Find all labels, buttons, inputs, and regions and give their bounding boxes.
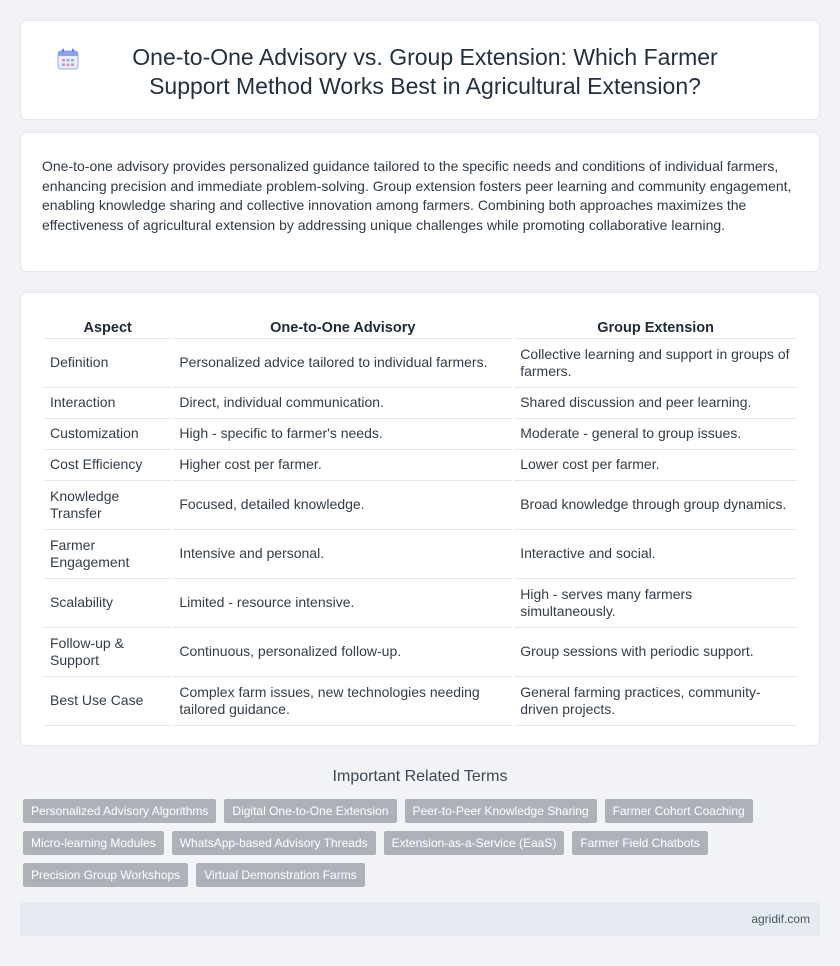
cell-one-to-one: High - specific to farmer's needs.	[173, 419, 512, 450]
related-term-tag[interactable]: Personalized Advisory Algorithms	[23, 799, 216, 823]
table-header-row	[44, 315, 797, 339]
cell-group: Shared discussion and peer learning.	[514, 388, 797, 419]
comparison-card	[20, 292, 820, 746]
cell-aspect: Farmer Engagement	[44, 530, 171, 579]
related-term-tag[interactable]: Virtual Demonstration Farms	[196, 863, 365, 887]
cell-aspect: Customization	[44, 419, 171, 450]
comparison-table	[42, 315, 799, 726]
table-row	[44, 677, 797, 726]
cell-one-to-one: Direct, individual communication.	[173, 388, 512, 419]
cell-aspect: Scalability	[44, 579, 171, 628]
cell-group: High - serves many farmers simultaneously.	[514, 579, 797, 628]
header-one-to-one: One-to-One Advisory	[173, 315, 512, 339]
header-group: Group Extension	[514, 315, 797, 339]
table-row	[44, 481, 797, 530]
intro-card	[20, 132, 820, 272]
table-row	[44, 530, 797, 579]
cell-aspect: Interaction	[44, 388, 171, 419]
intro-paragraph: One-to-one advisory provides personalized guidance tailored to the specific needs and conditions of individual farmers, enhancing precision and immediate problem-solving. Group extension fosters peer learning and community engagement, enabling knowledge sharing and collective innovation among farmers. Combining both approaches maximizes the effectiveness of agricultural extension by addressing unique challenges while promoting collaborative learning.	[42, 158, 792, 233]
header-aspect: Aspect	[44, 315, 171, 339]
table-row	[44, 388, 797, 419]
cell-aspect: Knowledge Transfer	[44, 481, 171, 530]
cell-one-to-one: Personalized advice tailored to individual farmers.	[173, 339, 512, 388]
related-term-tag[interactable]: Farmer Field Chatbots	[572, 831, 707, 855]
table-row	[44, 450, 797, 481]
cell-one-to-one: Focused, detailed knowledge.	[173, 481, 512, 530]
cell-one-to-one: Intensive and personal.	[173, 530, 512, 579]
cell-group: Interactive and social.	[514, 530, 797, 579]
cell-aspect: Definition	[44, 339, 171, 388]
cell-aspect: Follow-up & Support	[44, 628, 171, 677]
related-term-tag[interactable]: Peer-to-Peer Knowledge Sharing	[405, 799, 597, 823]
cell-group: Broad knowledge through group dynamics.	[514, 481, 797, 530]
cell-one-to-one: Complex farm issues, new technologies needing tailored guidance.	[173, 677, 512, 726]
related-term-tag[interactable]: Digital One-to-One Extension	[224, 799, 396, 823]
related-term-tag[interactable]: WhatsApp-based Advisory Threads	[172, 831, 376, 855]
cell-group: Lower cost per farmer.	[514, 450, 797, 481]
footer-bar	[20, 902, 820, 936]
cell-aspect: Cost Efficiency	[44, 450, 171, 481]
table-row	[44, 419, 797, 450]
cell-group: Moderate - general to group issues.	[514, 419, 797, 450]
cell-group: Collective learning and support in groups of farmers.	[514, 339, 797, 388]
related-term-tag[interactable]: Precision Group Workshops	[23, 863, 188, 887]
cell-one-to-one: Higher cost per farmer.	[173, 450, 512, 481]
cell-group: Group sessions with periodic support.	[514, 628, 797, 677]
related-terms-list	[23, 799, 783, 887]
table-row	[44, 579, 797, 628]
table-row	[44, 628, 797, 677]
page-title: One-to-One Advisory vs. Group Extension: Which Farmer Support Method Works Best in Agricultural Extension?	[132, 44, 718, 99]
cell-one-to-one: Limited - resource intensive.	[173, 579, 512, 628]
cell-aspect: Best Use Case	[44, 677, 171, 726]
related-term-tag[interactable]: Micro-learning Modules	[23, 831, 164, 855]
title-card	[20, 20, 820, 120]
footer-site-link[interactable]: agridif.com	[751, 912, 810, 926]
related-term-tag[interactable]: Farmer Cohort Coaching	[605, 799, 753, 823]
cell-one-to-one: Continuous, personalized follow-up.	[173, 628, 512, 677]
related-term-tag[interactable]: Extension-as-a-Service (EaaS)	[384, 831, 565, 855]
cell-group: General farming practices, community-driven projects.	[514, 677, 797, 726]
table-row	[44, 339, 797, 388]
related-terms-heading: Important Related Terms	[332, 768, 508, 785]
